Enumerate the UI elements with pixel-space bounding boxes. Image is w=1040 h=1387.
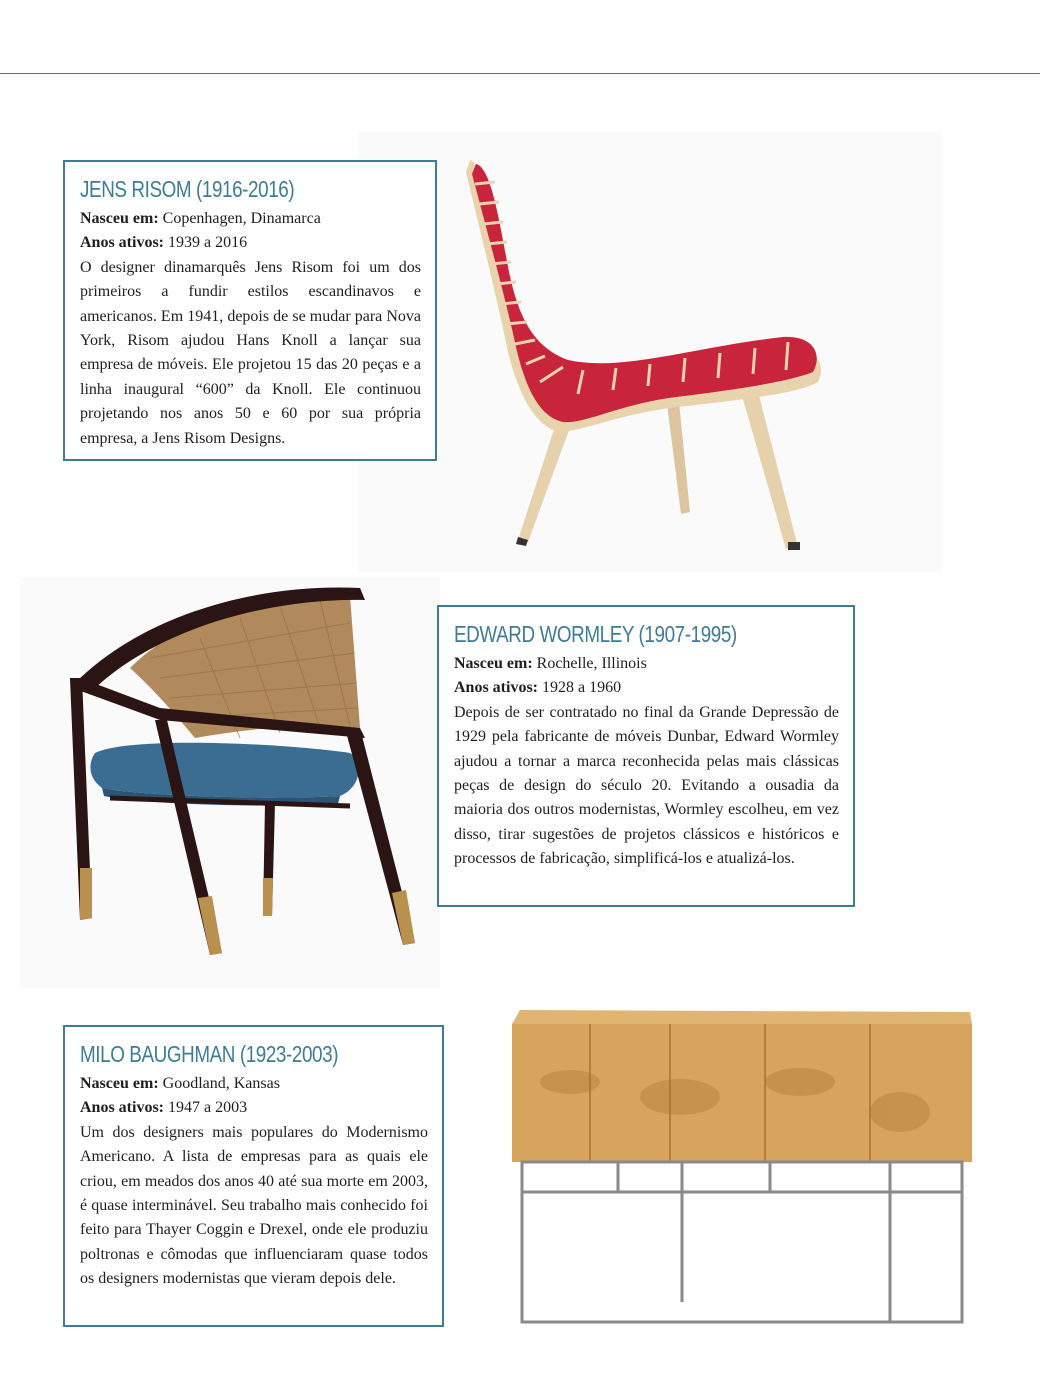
designer-name: EDWARD WORMLEY (1907-1995) bbox=[454, 621, 737, 647]
designer-bio: Depois de ser contratado no final da Grande Depressão de 1929 pela fabricante de móveis Dunbar, Edward Wormley ajudou a tornar a marca reconhecida pelas mais clássicas peças de design do século 20. Evitando a ousadia da maioria dos outros modernistas, Wormley escolheu, em vez disso, tirar sugestões de projetos clássicos e históricos e processos de fabricação, simplificá-los e atualizá-los. bbox=[454, 703, 839, 868]
active-value: 1947 a 2003 bbox=[168, 1099, 248, 1117]
burl-sideboard-photo bbox=[500, 1002, 985, 1332]
born-label: Nasceu em: bbox=[454, 655, 533, 672]
designer-card-edward-wormley bbox=[437, 605, 855, 907]
born-value: Copenhagen, Dinamarca bbox=[162, 210, 321, 227]
active-label: Anos ativos: bbox=[80, 234, 165, 252]
born-line bbox=[80, 1072, 428, 1096]
active-line bbox=[80, 231, 421, 255]
active-label: Anos ativos: bbox=[454, 679, 539, 697]
born-value: Rochelle, Illinois bbox=[536, 655, 647, 672]
active-value: 1928 a 1960 bbox=[542, 679, 622, 697]
designer-card-milo-baughman bbox=[63, 1025, 444, 1327]
active-value: 1939 a 2016 bbox=[168, 234, 248, 252]
designer-name: JENS RISOM (1916-2016) bbox=[80, 176, 295, 202]
born-label: Nasceu em: bbox=[80, 1075, 159, 1092]
active-line bbox=[80, 1096, 428, 1120]
cane-armchair-photo bbox=[20, 578, 440, 988]
born-line bbox=[80, 207, 421, 231]
red-webbing-chair-photo bbox=[358, 132, 942, 572]
designer-card-jens-risom bbox=[63, 160, 437, 461]
active-line bbox=[454, 676, 839, 700]
active-label: Anos ativos: bbox=[80, 1099, 165, 1117]
designer-name: MILO BAUGHMAN (1923-2003) bbox=[80, 1041, 339, 1067]
born-line bbox=[454, 652, 839, 676]
designer-bio: O designer dinamarquês Jens Risom foi um dos primeiros a fundir estilos escandinavos e americanos. Em 1941, depois de se mudar para Nova York, Risom ajudou Hans Knoll a lançar sua empresa de móveis. Ele projetou 15 das 20 peças e a linha inaugural “600” da Knoll. Ele continuou projetando nos anos 50 e 60 por sua própria empresa, a Jens Risom Designs. bbox=[80, 258, 421, 447]
born-label: Nasceu em: bbox=[80, 210, 159, 227]
designer-bio: Um dos designers mais populares do Modernismo Americano. A lista de empresas para as quais ele criou, em meados dos anos 40 até sua morte em 2003, é quase interminável. Seu trabalho mais conhecido foi feito para Thayer Coggin e Drexel, onde ele produziu poltronas e cômodas que influenciaram quase todos os designers modernistas que vieram depois dele. bbox=[80, 1123, 428, 1288]
born-value: Goodland, Kansas bbox=[162, 1075, 280, 1092]
top-rule bbox=[0, 73, 1040, 74]
